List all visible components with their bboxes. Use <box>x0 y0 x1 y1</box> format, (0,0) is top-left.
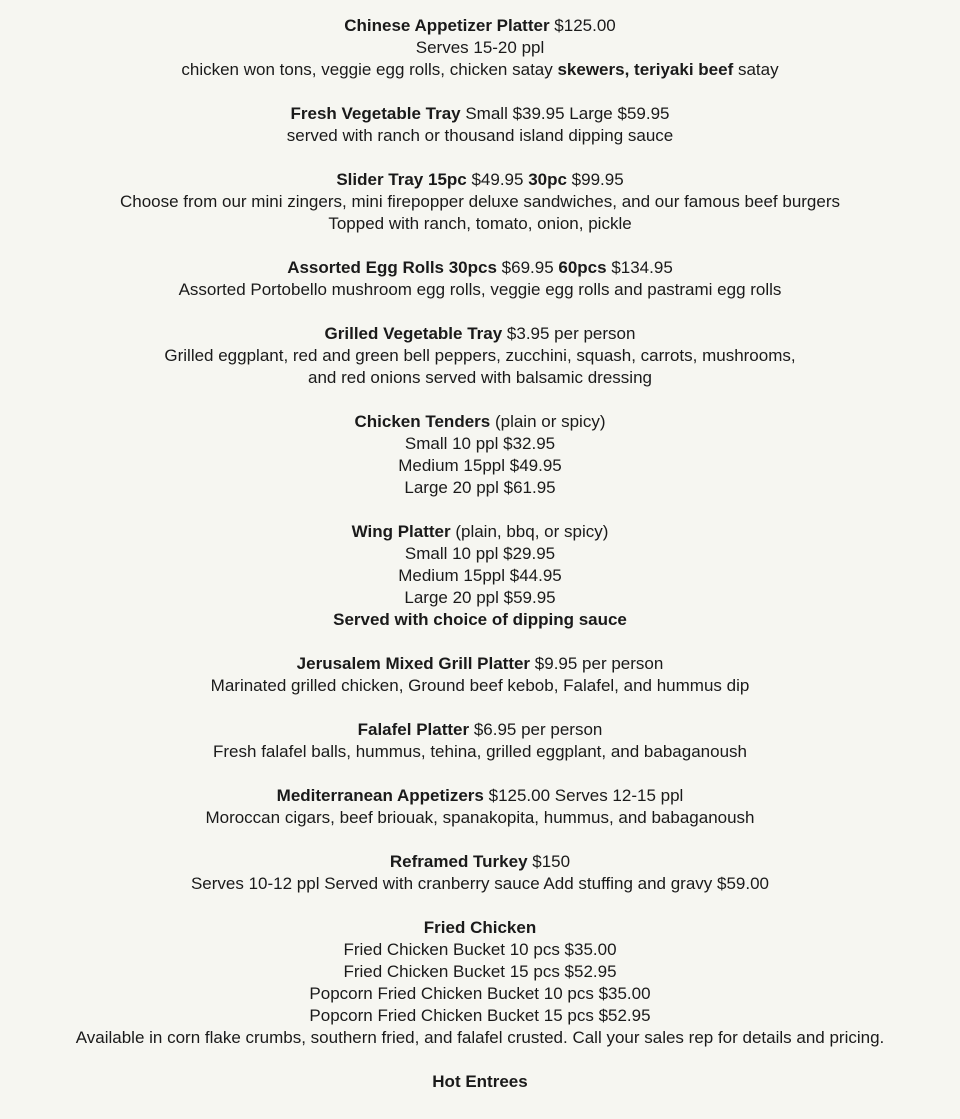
item-price: $125.00 Serves 12-15 ppl <box>483 786 684 805</box>
item-price: $49.95 <box>466 170 529 189</box>
item-description: chicken won tons, veggie egg rolls, chicken satay skewers, teriyaki beef satay <box>181 60 779 79</box>
menu-item-chicken-tenders <box>0 411 960 499</box>
menu-item-fried-chicken <box>0 917 960 1049</box>
menu-item-wing-platter <box>0 521 960 631</box>
item-description: Assorted Portobello mushroom egg rolls, veggie egg rolls and pastrami egg rolls <box>178 280 782 299</box>
menu-item-reframed-turkey <box>0 851 960 895</box>
item-name: Slider Tray 15pc <box>336 170 467 189</box>
item-description: Grilled eggplant, red and green bell peppers, zucchini, squash, carrots, mushrooms, <box>164 346 796 365</box>
item-size-price: Small 10 ppl $29.95 <box>404 544 556 563</box>
item-description: Topped with ranch, tomato, onion, pickle <box>328 214 632 233</box>
item-name: Falafel Platter <box>357 720 470 739</box>
item-name: Chinese Appetizer Platter <box>344 16 550 35</box>
item-price: Small $39.95 Large $59.95 <box>460 104 670 123</box>
item-size-price: Large 20 ppl $61.95 <box>404 478 556 497</box>
item-size-price: Fried Chicken Bucket 10 pcs $35.00 <box>343 940 617 959</box>
item-name: Chicken Tenders <box>354 412 491 431</box>
item-name: Jerusalem Mixed Grill Platter <box>296 654 531 673</box>
item-description: Marinated grilled chicken, Ground beef kebob, Falafel, and hummus dip <box>210 676 750 695</box>
item-note: (plain, bbq, or spicy) <box>450 522 609 541</box>
menu-item-grilled-vegetable-tray <box>0 323 960 389</box>
item-price: $6.95 per person <box>469 720 603 739</box>
menu-item-chinese-appetizer-platter <box>0 15 960 81</box>
item-price: $134.95 <box>606 258 673 277</box>
menu-item-jerusalem-mixed-grill-platter <box>0 653 960 697</box>
item-description: and red onions served with balsamic dressing <box>308 368 652 387</box>
item-size-price: Medium 15ppl $49.95 <box>398 456 562 475</box>
item-size-price: Fried Chicken Bucket 15 pcs $52.95 <box>343 962 617 981</box>
menu-item-mediterranean-appetizers <box>0 785 960 829</box>
item-name: Grilled Vegetable Tray <box>324 324 503 343</box>
item-size-price: Small 10 ppl $32.95 <box>404 434 556 453</box>
item-name: Assorted Egg Rolls 30pcs <box>287 258 497 277</box>
menu-item-fresh-vegetable-tray <box>0 103 960 147</box>
item-size-price: Medium 15ppl $44.95 <box>398 566 562 585</box>
item-name: Reframed Turkey <box>389 852 528 871</box>
item-description: Serves 10-12 ppl Served with cranberry sauce Add stuffing and gravy $59.00 <box>190 874 770 893</box>
item-price: $69.95 <box>496 258 559 277</box>
item-note-bold: Served with choice of dipping sauce <box>333 610 627 629</box>
item-note: (plain or spicy) <box>490 412 606 431</box>
item-description: Choose from our mini zingers, mini firepopper deluxe sandwiches, and our famous beef burgers <box>119 192 841 211</box>
item-price: $125.00 <box>549 16 616 35</box>
item-price: $150 <box>527 852 571 871</box>
section-hot-entrees <box>0 1071 960 1093</box>
item-description: Moroccan cigars, beef briouak, spanakopita, hummus, and babaganoush <box>205 808 755 827</box>
item-name: Fried Chicken <box>423 918 537 937</box>
item-size-price: Large 20 ppl $59.95 <box>404 588 556 607</box>
item-size-price: Popcorn Fried Chicken Bucket 10 pcs $35.00 <box>309 984 651 1003</box>
item-name: Mediterranean Appetizers <box>276 786 484 805</box>
item-description: served with ranch or thousand island dipping sauce <box>286 126 674 145</box>
menu-item-slider-tray: Slider Tray 15pc $49.95 30pc $99.95 Choose from our mini zingers, mini firepopper deluxe sandwiches, and our famous beef burgers Topped with ranch, tomato, onion, pickle <box>0 169 960 235</box>
section-heading: Hot Entrees <box>432 1072 528 1091</box>
item-name: Wing Platter <box>351 522 451 541</box>
item-serves: Serves 15-20 ppl <box>415 38 545 57</box>
item-price: $9.95 per person <box>530 654 664 673</box>
item-description: Available in corn flake crumbs, southern fried, and falafel crusted. Call your sales rep for details and pricing. <box>75 1028 885 1047</box>
item-name: Fresh Vegetable Tray <box>290 104 461 123</box>
menu-item-assorted-egg-rolls: Assorted Egg Rolls 30pcs $69.95 60pcs $134.95 Assorted Portobello mushroom egg rolls, veggie egg rolls and pastrami egg rolls <box>0 257 960 301</box>
item-price: $99.95 <box>566 170 624 189</box>
item-description: Fresh falafel balls, hummus, tehina, grilled eggplant, and babaganoush <box>213 742 747 761</box>
item-price: $3.95 per person <box>502 324 636 343</box>
menu-item-falafel-platter <box>0 719 960 763</box>
item-size-price: Popcorn Fried Chicken Bucket 15 pcs $52.95 <box>309 1006 651 1025</box>
